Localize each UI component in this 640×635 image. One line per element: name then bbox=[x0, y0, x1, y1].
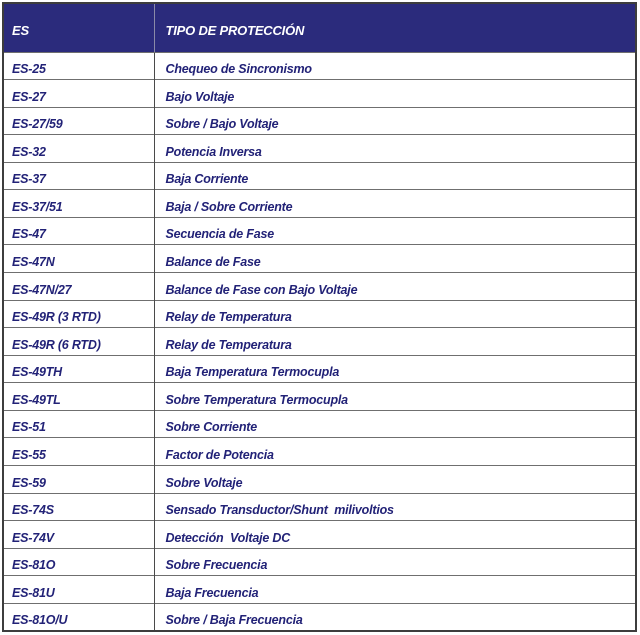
cell-protection: Detección Voltaje DC bbox=[154, 521, 636, 549]
cell-protection: Relay de Temperatura bbox=[154, 328, 636, 356]
cell-protection: Chequeo de Sincronismo bbox=[154, 52, 636, 80]
column-header-tipo-de-proteccion: TIPO DE PROTECCIÓN bbox=[154, 3, 636, 52]
table-row bbox=[3, 383, 636, 411]
cell-protection: Sobre Voltaje bbox=[154, 465, 636, 493]
table-row bbox=[3, 603, 636, 631]
cell-protection: Sobre Frecuencia bbox=[154, 548, 636, 576]
cell-protection: Sobre Corriente bbox=[154, 410, 636, 438]
table-row bbox=[3, 410, 636, 438]
cell-code: ES-51 bbox=[3, 410, 154, 438]
table-row bbox=[3, 135, 636, 163]
cell-protection: Baja Corriente bbox=[154, 162, 636, 190]
table-row bbox=[3, 107, 636, 135]
cell-code: ES-47 bbox=[3, 217, 154, 245]
header-row bbox=[3, 3, 636, 52]
cell-code: ES-37 bbox=[3, 162, 154, 190]
cell-protection: Bajo Voltaje bbox=[154, 80, 636, 108]
cell-protection: Balance de Fase bbox=[154, 245, 636, 273]
table-row bbox=[3, 355, 636, 383]
cell-code: ES-55 bbox=[3, 438, 154, 466]
cell-protection: Balance de Fase con Bajo Voltaje bbox=[154, 273, 636, 301]
cell-protection: Baja / Sobre Corriente bbox=[154, 190, 636, 218]
table-row bbox=[3, 465, 636, 493]
table-row bbox=[3, 273, 636, 301]
cell-code: ES-47N bbox=[3, 245, 154, 273]
table-row bbox=[3, 493, 636, 521]
table-row bbox=[3, 521, 636, 549]
cell-protection: Sobre Temperatura Termocupla bbox=[154, 383, 636, 411]
cell-protection: Baja Frecuencia bbox=[154, 576, 636, 604]
cell-code: ES-27 bbox=[3, 80, 154, 108]
table-body bbox=[3, 52, 636, 631]
cell-code: ES-25 bbox=[3, 52, 154, 80]
cell-code: ES-81O/U bbox=[3, 603, 154, 631]
table-row bbox=[3, 52, 636, 80]
cell-code: ES-49TH bbox=[3, 355, 154, 383]
table-row bbox=[3, 80, 636, 108]
cell-protection: Baja Temperatura Termocupla bbox=[154, 355, 636, 383]
cell-code: ES-27/59 bbox=[3, 107, 154, 135]
column-header-es: ES bbox=[3, 3, 154, 52]
cell-protection: Potencia Inversa bbox=[154, 135, 636, 163]
cell-protection: Sobre / Baja Frecuencia bbox=[154, 603, 636, 631]
table-row bbox=[3, 217, 636, 245]
cell-code: ES-74V bbox=[3, 521, 154, 549]
table-row bbox=[3, 438, 636, 466]
cell-code: ES-74S bbox=[3, 493, 154, 521]
cell-protection: Factor de Potencia bbox=[154, 438, 636, 466]
cell-code: ES-47N/27 bbox=[3, 273, 154, 301]
table-row bbox=[3, 328, 636, 356]
table-row bbox=[3, 190, 636, 218]
cell-code: ES-49TL bbox=[3, 383, 154, 411]
table-row bbox=[3, 162, 636, 190]
cell-protection: Sensado Transductor/Shunt milivoltios bbox=[154, 493, 636, 521]
cell-code: ES-49R (6 RTD) bbox=[3, 328, 154, 356]
cell-protection: Relay de Temperatura bbox=[154, 300, 636, 328]
cell-protection: Secuencia de Fase bbox=[154, 217, 636, 245]
table-row bbox=[3, 245, 636, 273]
cell-code: ES-81O bbox=[3, 548, 154, 576]
cell-code: ES-81U bbox=[3, 576, 154, 604]
cell-code: ES-32 bbox=[3, 135, 154, 163]
cell-code: ES-37/51 bbox=[3, 190, 154, 218]
protection-table-container bbox=[2, 2, 637, 632]
table-row bbox=[3, 548, 636, 576]
table-row bbox=[3, 300, 636, 328]
cell-code: ES-49R (3 RTD) bbox=[3, 300, 154, 328]
cell-protection: Sobre / Bajo Voltaje bbox=[154, 107, 636, 135]
protection-table bbox=[2, 2, 637, 632]
table-row bbox=[3, 576, 636, 604]
cell-code: ES-59 bbox=[3, 465, 154, 493]
